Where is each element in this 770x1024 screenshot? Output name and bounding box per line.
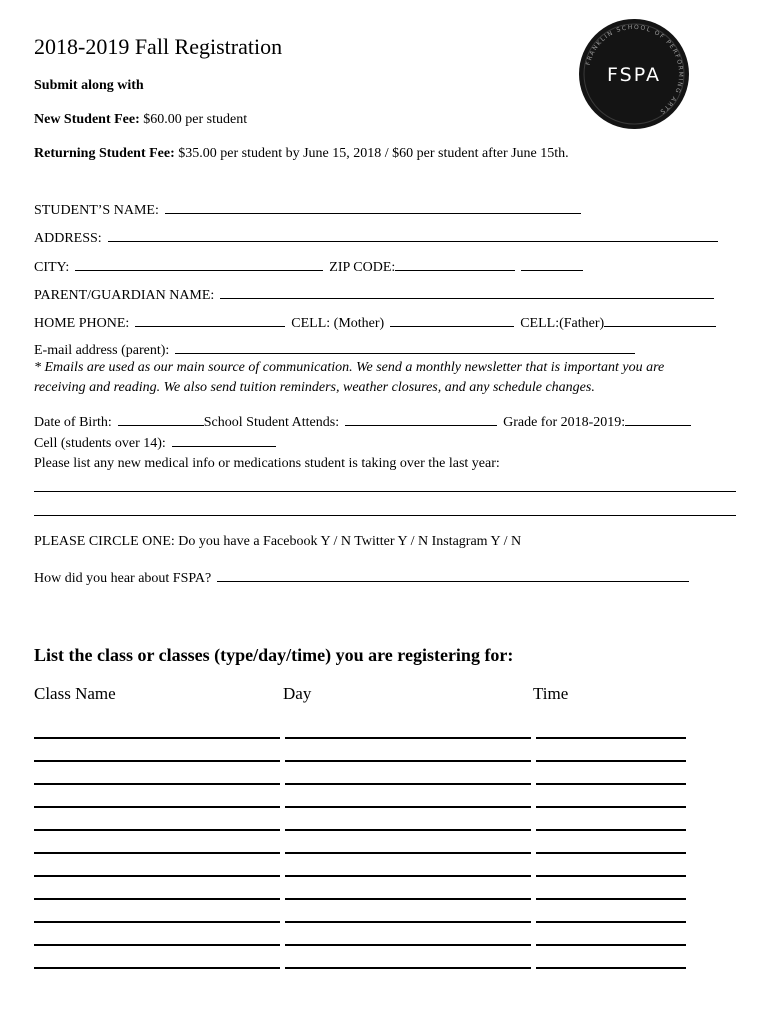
zip-label: ZIP CODE:	[329, 260, 396, 275]
class-name-blank[interactable]	[34, 760, 280, 762]
class-name-blank[interactable]	[34, 898, 280, 900]
class-row	[34, 908, 690, 931]
new-fee-label: New Student Fee:	[34, 112, 140, 127]
cell-students-row	[34, 434, 276, 452]
email-note-line-1: * Emails are used as our main source of communication. We send a monthly newsletter that is important you are	[34, 360, 665, 375]
address-field[interactable]	[108, 229, 718, 242]
time-blank[interactable]	[536, 806, 686, 808]
class-name-blank[interactable]	[34, 783, 280, 785]
class-row	[34, 954, 690, 977]
day-blank[interactable]	[285, 806, 531, 808]
parent-name-row	[34, 286, 714, 304]
medical-line-1[interactable]	[34, 491, 736, 492]
class-row	[34, 724, 690, 747]
time-blank[interactable]	[536, 760, 686, 762]
phone-row	[34, 314, 716, 332]
city-zip-row	[34, 258, 583, 276]
parent-name-field[interactable]	[220, 286, 714, 299]
class-row	[34, 885, 690, 908]
time-blank[interactable]	[536, 783, 686, 785]
class-row	[34, 839, 690, 862]
returning-fee-label: Returning Student Fee:	[34, 146, 175, 161]
address-row	[34, 229, 718, 247]
dob-school-grade-row	[34, 413, 691, 431]
school-label: School Student Attends:	[203, 415, 340, 430]
dob-label: Date of Birth:	[34, 415, 112, 430]
zip-field[interactable]	[395, 258, 515, 271]
class-row	[34, 770, 690, 793]
class-row	[34, 931, 690, 954]
class-name-blank[interactable]	[34, 829, 280, 831]
class-rows	[34, 724, 690, 977]
time-blank[interactable]	[536, 875, 686, 877]
day-blank[interactable]	[285, 783, 531, 785]
returning-fee-text: $35.00 per student by June 15, 2018 / $60 per student after June 15th.	[178, 146, 569, 161]
class-name-blank[interactable]	[34, 875, 280, 877]
time-blank[interactable]	[536, 944, 686, 946]
home-phone-label: HOME PHONE:	[34, 316, 130, 331]
class-name-blank[interactable]	[34, 852, 280, 854]
time-blank[interactable]	[536, 898, 686, 900]
hear-about-row	[34, 569, 689, 587]
logo-text: FSPA	[607, 64, 661, 86]
cell-students-label: Cell (students over 14):	[34, 436, 166, 451]
returning-student-fee	[34, 146, 569, 162]
day-blank[interactable]	[285, 967, 531, 969]
city-label: CITY:	[34, 260, 70, 275]
submit-note: Submit along with	[34, 78, 144, 93]
day-blank[interactable]	[285, 898, 531, 900]
cell-father-field[interactable]	[604, 314, 716, 327]
logo-ring-text: FRANKLIN SCHOOL OF PERFORMING ARTS	[584, 23, 685, 116]
time-blank[interactable]	[536, 967, 686, 969]
col-time: Time	[533, 684, 569, 703]
email-note-line-2: receiving and reading. We also send tuition reminders, weather closures, and any schedule changes.	[34, 380, 595, 395]
student-name-field[interactable]	[165, 201, 581, 214]
home-phone-field[interactable]	[135, 314, 285, 327]
hear-about-field[interactable]	[217, 569, 689, 582]
cell-students-field[interactable]	[172, 434, 276, 447]
day-blank[interactable]	[285, 829, 531, 831]
time-blank[interactable]	[536, 737, 686, 739]
email-row	[34, 341, 635, 359]
address-label: ADDRESS:	[34, 231, 102, 246]
school-field[interactable]	[345, 413, 497, 426]
medical-label: Please list any new medical info or medications student is taking over the last year:	[34, 456, 500, 471]
fspa-logo	[578, 18, 690, 130]
time-blank[interactable]	[536, 829, 686, 831]
grade-field[interactable]	[625, 413, 691, 426]
day-blank[interactable]	[285, 921, 531, 923]
parent-name-label: PARENT/GUARDIAN NAME:	[34, 288, 215, 303]
social-media-question: PLEASE CIRCLE ONE: Do you have a Facebook Y / N Twitter Y / N Instagram Y / N	[34, 534, 522, 549]
day-blank[interactable]	[285, 760, 531, 762]
cell-mother-label: CELL: (Mother)	[291, 316, 385, 331]
class-row	[34, 816, 690, 839]
grade-label: Grade for 2018-2019:	[503, 415, 626, 430]
dob-field[interactable]	[118, 413, 204, 426]
class-name-blank[interactable]	[34, 737, 280, 739]
classes-heading: List the class or classes (type/day/time) you are registering for:	[34, 645, 514, 665]
city-field[interactable]	[75, 258, 323, 271]
class-name-blank[interactable]	[34, 806, 280, 808]
class-row	[34, 747, 690, 770]
class-row	[34, 862, 690, 885]
zip-ext-field[interactable]	[521, 258, 583, 271]
time-blank[interactable]	[536, 921, 686, 923]
cell-mother-field[interactable]	[390, 314, 514, 327]
cell-father-label: CELL:(Father)	[520, 316, 605, 331]
col-day: Day	[283, 684, 312, 703]
new-student-fee	[34, 112, 247, 128]
class-name-blank[interactable]	[34, 944, 280, 946]
page-title: 2018-2019 Fall Registration	[34, 34, 283, 59]
day-blank[interactable]	[285, 852, 531, 854]
new-fee-text: $60.00 per student	[143, 112, 248, 127]
student-name-label: STUDENT’S NAME:	[34, 203, 159, 218]
hear-about-label: How did you hear about FSPA?	[34, 571, 212, 586]
student-name-row	[34, 201, 581, 219]
day-blank[interactable]	[285, 944, 531, 946]
day-blank[interactable]	[285, 737, 531, 739]
col-class-name: Class Name	[34, 684, 116, 703]
time-blank[interactable]	[536, 852, 686, 854]
email-label: E-mail address (parent):	[34, 343, 170, 358]
class-row	[34, 793, 690, 816]
email-field[interactable]	[175, 341, 635, 354]
day-blank[interactable]	[285, 875, 531, 877]
medical-line-2[interactable]	[34, 515, 736, 516]
class-name-blank[interactable]	[34, 967, 280, 969]
class-name-blank[interactable]	[34, 921, 280, 923]
